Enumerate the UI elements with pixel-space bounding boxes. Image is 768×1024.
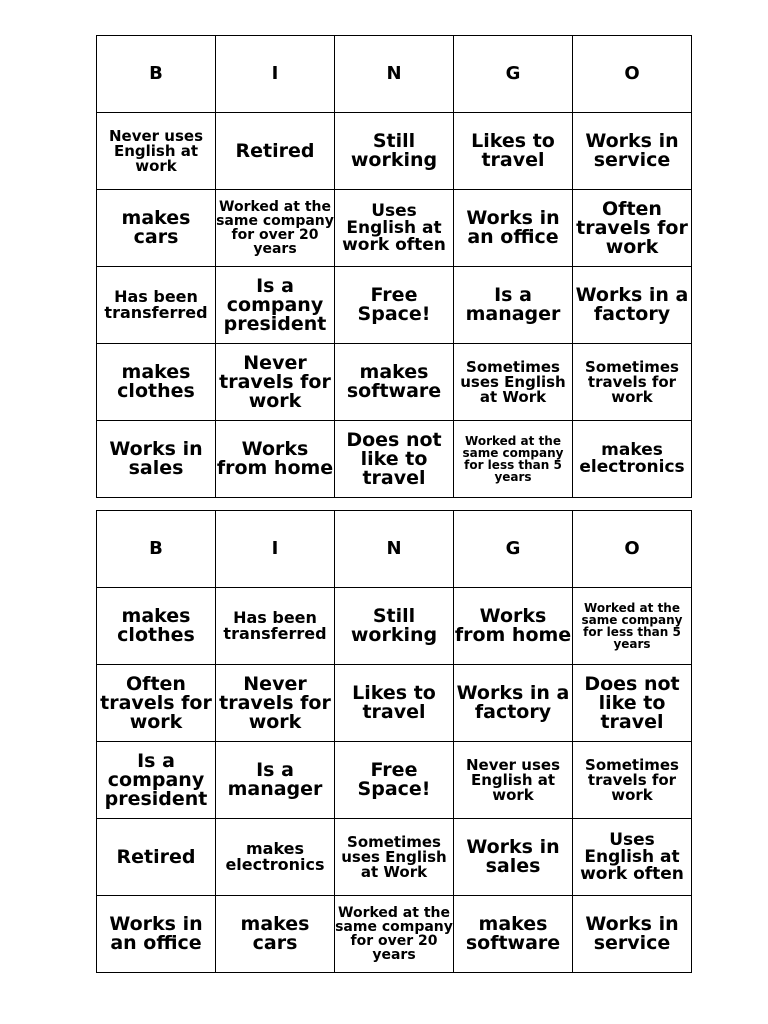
bingo-row	[97, 344, 692, 421]
bingo-cell: Free Space!	[335, 267, 454, 344]
bingo-row	[97, 742, 692, 819]
bingo-cell: Is a company president	[216, 267, 335, 344]
bingo-cell: Sometimes uses English at Work	[454, 344, 573, 421]
bingo-cell: Likes to travel	[335, 665, 454, 742]
bingo-cell: Free Space!	[335, 742, 454, 819]
bingo-cell: Uses English at work often	[573, 819, 692, 896]
header-row	[97, 511, 692, 588]
header-n: N	[335, 511, 454, 588]
header-b: B	[97, 36, 216, 113]
header-o: O	[573, 36, 692, 113]
bingo-cell: Retired	[216, 113, 335, 190]
bingo-cell: Retired	[97, 819, 216, 896]
bingo-cell: Worked at the same company for over 20 years	[216, 190, 335, 267]
bingo-cell: Is a company president	[97, 742, 216, 819]
bingo-cell: Is a manager	[454, 267, 573, 344]
header-i: I	[216, 511, 335, 588]
bingo-cell: makes software	[454, 896, 573, 973]
header-i: I	[216, 36, 335, 113]
bingo-card-2	[96, 510, 692, 973]
header-row	[97, 36, 692, 113]
bingo-cell: Worked at the same company for less than 5 years	[573, 588, 692, 665]
bingo-cell: Works in an office	[454, 190, 573, 267]
bingo-cell: Has been transferred	[216, 588, 335, 665]
bingo-cell: makes electronics	[216, 819, 335, 896]
bingo-cell: Never travels for work	[216, 665, 335, 742]
bingo-cell: makes clothes	[97, 588, 216, 665]
bingo-cell: Sometimes uses English at Work	[335, 819, 454, 896]
bingo-cell: Works in an office	[97, 896, 216, 973]
bingo-cell: Has been transferred	[97, 267, 216, 344]
bingo-cell: Does not like to travel	[573, 665, 692, 742]
bingo-row	[97, 113, 692, 190]
bingo-cell: Worked at the same company for over 20 years	[335, 896, 454, 973]
header-g: G	[454, 36, 573, 113]
bingo-cell: Often travels for work	[573, 190, 692, 267]
bingo-cell: Works in a factory	[454, 665, 573, 742]
bingo-row	[97, 665, 692, 742]
bingo-cell: makes software	[335, 344, 454, 421]
bingo-cell: makes cars	[216, 896, 335, 973]
header-b: B	[97, 511, 216, 588]
bingo-cell: Worked at the same company for less than 5 years	[454, 421, 573, 498]
bingo-cell: Never travels for work	[216, 344, 335, 421]
bingo-row	[97, 588, 692, 665]
header-n: N	[335, 36, 454, 113]
bingo-cell: Often travels for work	[97, 665, 216, 742]
bingo-cell: makes cars	[97, 190, 216, 267]
bingo-cell: Works in service	[573, 896, 692, 973]
bingo-row	[97, 819, 692, 896]
bingo-cell: Works from home	[216, 421, 335, 498]
header-o: O	[573, 511, 692, 588]
bingo-row	[97, 267, 692, 344]
bingo-cell: Works in sales	[97, 421, 216, 498]
header-g: G	[454, 511, 573, 588]
bingo-row	[97, 421, 692, 498]
bingo-cell: Sometimes travels for work	[573, 344, 692, 421]
bingo-row	[97, 190, 692, 267]
bingo-cell: Still working	[335, 113, 454, 190]
bingo-cell: makes electronics	[573, 421, 692, 498]
bingo-cell: Uses English at work often	[335, 190, 454, 267]
bingo-cell: Works in a factory	[573, 267, 692, 344]
bingo-cell: Does not like to travel	[335, 421, 454, 498]
bingo-cell: Likes to travel	[454, 113, 573, 190]
bingo-card-1	[96, 35, 692, 498]
bingo-cell: Sometimes travels for work	[573, 742, 692, 819]
bingo-cell: Never uses English at work	[454, 742, 573, 819]
bingo-cell: Never uses English at work	[97, 113, 216, 190]
bingo-cell: Works in sales	[454, 819, 573, 896]
bingo-cell: Is a manager	[216, 742, 335, 819]
bingo-row	[97, 896, 692, 973]
bingo-cell: Works in service	[573, 113, 692, 190]
bingo-cell: makes clothes	[97, 344, 216, 421]
bingo-cell: Still working	[335, 588, 454, 665]
bingo-cell: Works from home	[454, 588, 573, 665]
